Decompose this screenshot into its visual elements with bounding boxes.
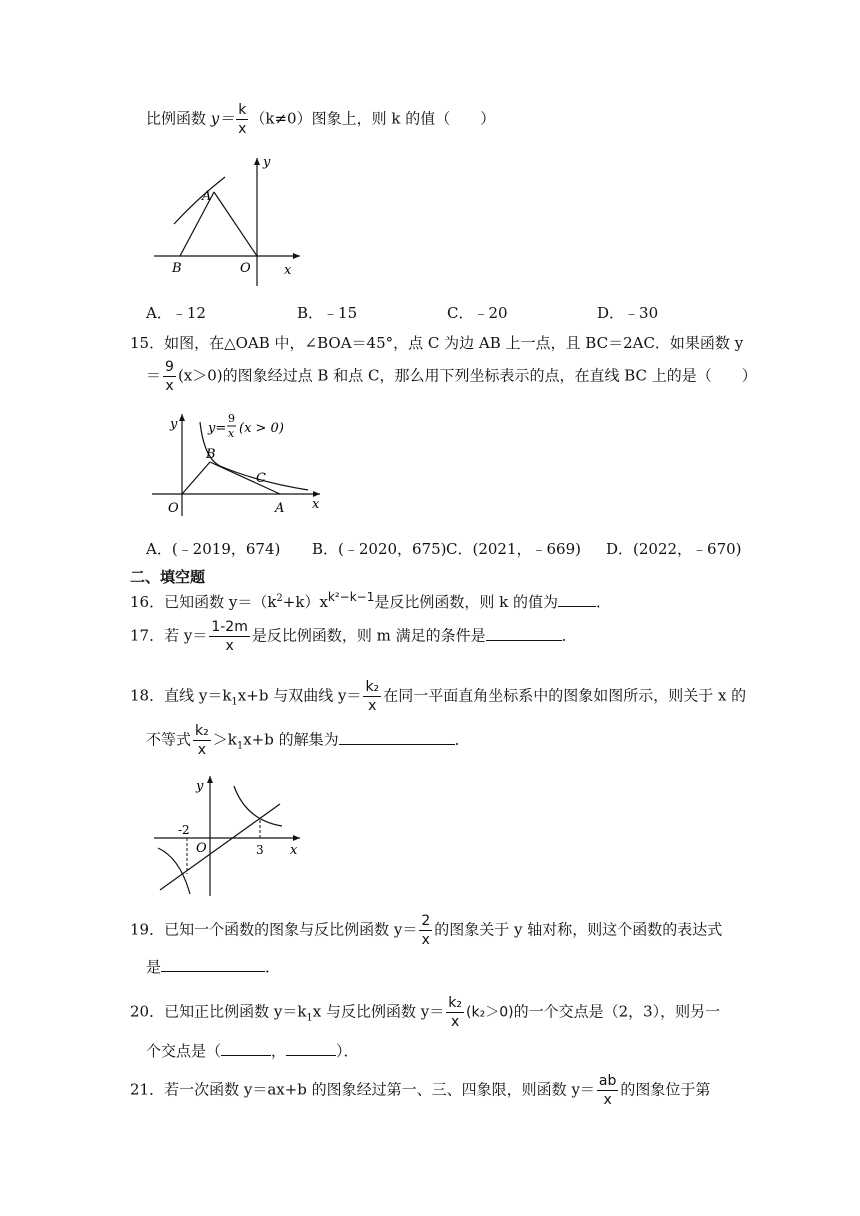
q20-pre: 20．已知正比例函数 y＝k — [130, 1002, 307, 1021]
q19-stem-line1 — [130, 914, 722, 947]
q18-sub2: 1 — [236, 740, 244, 752]
q19-pre: 19．已知一个函数的图象与反比例函数 y＝ — [130, 920, 418, 939]
q14-option-c: C．﹣20 — [447, 304, 508, 322]
q15-segment-ob — [182, 462, 210, 494]
q17-frac-num: 1-2m — [211, 619, 248, 635]
q20-stem-line2 — [146, 1040, 359, 1061]
q16-answer-blank[interactable] — [558, 592, 596, 607]
q18-pre: 18．直线 y＝k — [130, 686, 232, 705]
q20-answer-blank-x[interactable] — [221, 1041, 271, 1056]
q15-frac-num: 9 — [165, 359, 174, 375]
q20-line2-end: ）． — [336, 1042, 359, 1060]
q18-label-y: y — [196, 779, 204, 794]
q15-option-b: B．(﹣2020，675) — [312, 540, 447, 558]
q14-segment-ao — [214, 192, 257, 256]
q16-sup: 2 — [276, 593, 283, 604]
q15-label-x: x — [312, 497, 320, 512]
q20-fraction — [446, 996, 464, 1029]
q17-fraction — [209, 620, 250, 653]
q14-option-b: B．﹣15 — [297, 304, 358, 322]
q16-stem — [130, 590, 611, 612]
q15-y-arrow-icon — [179, 414, 185, 421]
q19-fraction — [419, 914, 432, 947]
q19-frac-den: x — [421, 932, 430, 948]
q14-label-y: y — [263, 155, 271, 170]
q14-prefix: 比例函数 — [146, 109, 211, 128]
q18-figure — [150, 770, 310, 898]
q15-fraction — [163, 360, 176, 393]
q14-option-a: A．﹣12 — [146, 304, 206, 322]
q20-comma: ， — [271, 1042, 287, 1060]
q15-label-c: C — [256, 471, 266, 486]
q18-label-x: x — [290, 843, 298, 858]
q14-label-o: O — [240, 261, 251, 276]
q18-hyperbola-q3 — [158, 848, 190, 894]
q17-stem — [130, 620, 577, 653]
q18-y-arrow-icon — [207, 776, 213, 783]
q21-frac-num: ab — [598, 1073, 617, 1089]
q15-stem-line2 — [146, 360, 757, 393]
q17-pre: 17．若 y＝ — [130, 626, 208, 645]
q20-cond: (k₂＞0) — [466, 1004, 514, 1021]
q15-label-fn-num: 9 — [228, 412, 235, 425]
q16-post: 是反比例函数，则 k 的值为 — [374, 593, 559, 611]
q18-line2-pre: 不等式 — [146, 730, 192, 749]
q16-end: ． — [596, 593, 612, 611]
q15-option-c: C．(2021，﹣669) — [446, 540, 581, 558]
q18-line2-post: x+b 的解集为 — [243, 730, 339, 749]
q14-label-b: B — [172, 261, 182, 276]
q18-frac1-num: k₂ — [365, 679, 380, 695]
q16-mid: +k）x — [282, 593, 328, 611]
q18-label-3: 3 — [256, 843, 264, 857]
q19-end: ． — [265, 958, 281, 976]
q17-frac-den: x — [225, 638, 234, 654]
q18-frac2-num: k₂ — [195, 723, 209, 739]
q19-stem-line2 — [146, 956, 280, 977]
q14-stem — [146, 103, 495, 136]
q15-label-o: O — [168, 501, 179, 516]
q18-x-arrow-icon — [293, 835, 300, 841]
q20-post: 的一个交点是（2，3），则另一 — [513, 1002, 721, 1021]
q18-sub1: 1 — [231, 696, 238, 708]
q14-x-arrow-icon — [293, 253, 300, 259]
q18-fraction-1 — [363, 680, 381, 713]
q21-pre: 21．若一次函数 y＝ax+b 的图象经过第一、三、四象限，则函数 y＝ — [130, 1080, 595, 1099]
section-heading: 二、填空题 — [130, 568, 206, 586]
q18-stem-line2 — [146, 724, 470, 757]
q15-label-fn: y= — [208, 421, 227, 436]
q19-answer-blank[interactable] — [161, 957, 265, 972]
q15-label-a: A — [275, 501, 285, 516]
q15-label-b: B — [206, 447, 216, 462]
q20-line2-pre: 个交点是（ — [146, 1042, 222, 1060]
q18-post: 在同一平面直角坐标系中的图象如图所示，则关于 x 的 — [383, 686, 747, 705]
q14-y-eq: y＝ — [210, 109, 235, 128]
q18-stem-line1 — [130, 680, 746, 713]
q18-end: ． — [454, 730, 470, 749]
q15-segment-ba — [210, 462, 280, 494]
q15-stem-rest: (x＞0)的图象经过点 B 和点 C，那么用下列坐标表示的点，在直线 BC 上的是（ ） — [177, 366, 757, 385]
q20-sub: 1 — [306, 1012, 313, 1024]
q15-label-y: y — [170, 417, 178, 432]
q19-frac-num: 2 — [421, 913, 431, 929]
q18-label-neg2: -2 — [178, 823, 190, 837]
q20-mid: x 与反比例函数 y＝ — [312, 1002, 445, 1021]
q17-answer-blank[interactable] — [486, 626, 562, 641]
q20-stem-line1 — [130, 996, 720, 1029]
q17-end: ． — [561, 626, 577, 645]
q14-label-x: x — [284, 263, 292, 278]
q15-figure — [148, 408, 328, 518]
q17-post: 是反比例函数，则 m 满足的条件是 — [251, 626, 486, 645]
q14-hyperbola — [174, 177, 225, 224]
q15-label-fn-cond: (x > 0) — [239, 421, 284, 436]
q16-pre: 16．已知函数 y＝（k — [130, 593, 277, 611]
q14-y-arrow-icon — [254, 158, 260, 165]
q15-frac-den: x — [165, 378, 174, 394]
q15-label-fn-den: x — [228, 427, 235, 440]
q18-frac1-den: x — [368, 698, 377, 714]
q19-line2: 是 — [146, 958, 162, 976]
q21-fraction — [597, 1074, 618, 1107]
q14-condition: （k≠0）图象上，则 k 的值（ ） — [250, 109, 496, 128]
q18-answer-blank[interactable] — [339, 730, 455, 745]
q14-figure — [150, 150, 310, 290]
q15-option-d: D．(2022，﹣670) — [606, 540, 742, 558]
q14-fraction — [236, 103, 248, 136]
q21-frac-den: x — [603, 1092, 612, 1108]
q14-frac-den: x — [238, 121, 247, 137]
q14-frac-num: k — [238, 102, 247, 118]
q15-eq: ＝ — [146, 366, 162, 385]
q15-stem-line1: 15．如图，在△OAB 中，∠BOA＝45°，点 C 为边 AB 上一点，且 BC＝2AC．如果函数 y — [130, 334, 744, 352]
q21-post: 的图象位于第 — [620, 1080, 711, 1099]
q14-option-d: D．﹣30 — [597, 304, 659, 322]
q18-fraction-2 — [193, 724, 211, 757]
q18-label-o: O — [196, 841, 207, 856]
q20-frac-den: x — [451, 1014, 460, 1030]
q20-frac-num: k₂ — [448, 995, 463, 1011]
q18-frac2-den: x — [197, 742, 207, 758]
q15-option-a: A．(﹣2019，674) — [146, 540, 281, 558]
q21-stem — [130, 1074, 710, 1107]
q19-post: 的图象关于 y 轴对称，则这个函数的表达式 — [434, 920, 723, 939]
q18-line2-mid: ＞k — [212, 730, 237, 749]
q14-label-a: A — [202, 189, 212, 204]
q16-exponent: k²−k−1 — [327, 590, 375, 604]
q18-mid: x+b 与双曲线 y＝ — [237, 686, 362, 705]
q20-answer-blank-y[interactable] — [286, 1041, 336, 1056]
